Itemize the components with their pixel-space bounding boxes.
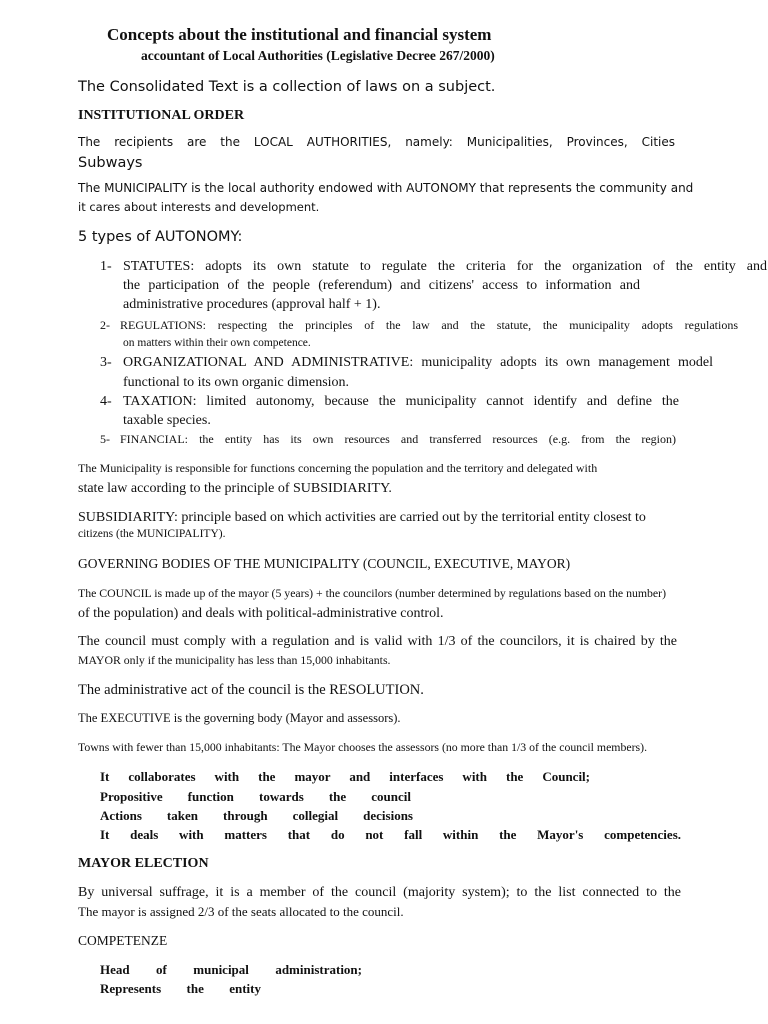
executive-point: Actions taken through collegial decisions: [100, 808, 413, 823]
competenze-point: Head of municipal administration;: [100, 962, 362, 977]
council-line-2: of the population) and deals with political-administrative control.: [78, 606, 444, 621]
mayor-election-line-2: The mayor is assigned 2/3 of the seats allocated to the council.: [78, 904, 404, 919]
competenze-point: Represents the entity: [100, 981, 261, 996]
intro-text: The Consolidated Text is a collection of laws on a subject.: [78, 79, 496, 95]
autonomy-item-line: TAXATION: limited autonomy, because the municipality cannot identify and define the: [123, 394, 679, 409]
autonomy-item-line: administrative procedures (approval half + 1).: [123, 297, 381, 312]
autonomy-heading: 5 types of AUTONOMY:: [78, 229, 243, 245]
autonomy-item-number: 1-: [100, 259, 112, 274]
autonomy-item-line: ORGANIZATIONAL AND ADMINISTRATIVE: municipality adopts its own management model: [123, 355, 713, 370]
council-comply-line-1: The council must comply with a regulation and is valid with 1/3 of the councilors, it is chaired by the: [78, 634, 677, 649]
executive-point: It collaborates with the mayor and interfaces with the Council;: [100, 769, 590, 784]
municipality-line-1: The MUNICIPALITY is the local authority endowed with AUTONOMY that represents the community and: [78, 181, 694, 195]
municipality-functions-line-1: The Municipality is responsible for functions concerning the population and the territory and delegated with: [78, 461, 598, 475]
municipality-functions-line-2: state law according to the principle of SUBSIDIARITY.: [78, 481, 392, 496]
autonomy-item-line: functional to its own organic dimension.: [123, 375, 350, 390]
subsidiarity-line-1: SUBSIDIARITY: principle based on which activities are carried out by the territorial entity closest to: [78, 510, 646, 525]
autonomy-item-line: REGULATIONS: respecting the principles of the law and the statute, the municipality adopts regulations: [120, 318, 738, 332]
resolution-text: The administrative act of the council is the RESOLUTION.: [78, 682, 424, 698]
mayor-election-heading: MAYOR ELECTION: [78, 856, 209, 871]
autonomy-item-number: 2-: [100, 318, 110, 332]
institutional-order-heading: INSTITUTIONAL ORDER: [78, 108, 245, 123]
autonomy-item-number: 5-: [100, 432, 110, 446]
executive-point: Propositive function towards the council: [100, 789, 411, 804]
autonomy-item-line: on matters within their own competence.: [123, 337, 311, 349]
autonomy-item-number: 3-: [100, 355, 112, 370]
recipients-line-2: Subways: [78, 155, 143, 171]
governing-bodies-heading: GOVERNING BODIES OF THE MUNICIPALITY (COUNCIL, EXECUTIVE, MAYOR): [78, 556, 571, 571]
executive-text: The EXECUTIVE is the governing body (Mayor and assessors).: [78, 711, 401, 725]
subsidiarity-line-2: citizens (the MUNICIPALITY).: [78, 528, 226, 540]
council-comply-line-2: MAYOR only if the municipality has less than 15,000 inhabitants.: [78, 653, 391, 667]
document-title: Concepts about the institutional and financial system: [107, 25, 492, 44]
autonomy-item-line: the participation of the people (referendum) and citizens' access to information and: [123, 278, 640, 293]
executive-point: It deals with matters that do not fall within the Mayor's competencies.: [100, 827, 681, 842]
council-line-1: The COUNCIL is made up of the mayor (5 years) + the councilors (number determined by regulations based on the number): [78, 586, 667, 600]
autonomy-item-number: 4-: [100, 394, 112, 409]
autonomy-item-line: taxable species.: [123, 413, 211, 428]
mayor-election-line-1: By universal suffrage, it is a member of the council (majority system); to the list connected to the: [78, 885, 681, 900]
autonomy-item-line: FINANCIAL: the entity has its own resources and transferred resources (e.g. from the region): [120, 432, 676, 446]
document-subtitle: accountant of Local Authorities (Legislative Decree 267/2000): [141, 48, 495, 63]
towns-text: Towns with fewer than 15,000 inhabitants: The Mayor chooses the assessors (no more than 1/3 of the council members).: [78, 740, 648, 754]
autonomy-item-line: STATUTES: adopts its own statute to regulate the criteria for the organization of the entity and: [123, 259, 767, 274]
municipality-line-2: it cares about interests and development.: [78, 200, 320, 214]
recipients-line-1: The recipients are the LOCAL AUTHORITIES, namely: Municipalities, Provinces, Cities: [78, 135, 675, 149]
competenze-heading: COMPETENZE: [78, 933, 168, 948]
